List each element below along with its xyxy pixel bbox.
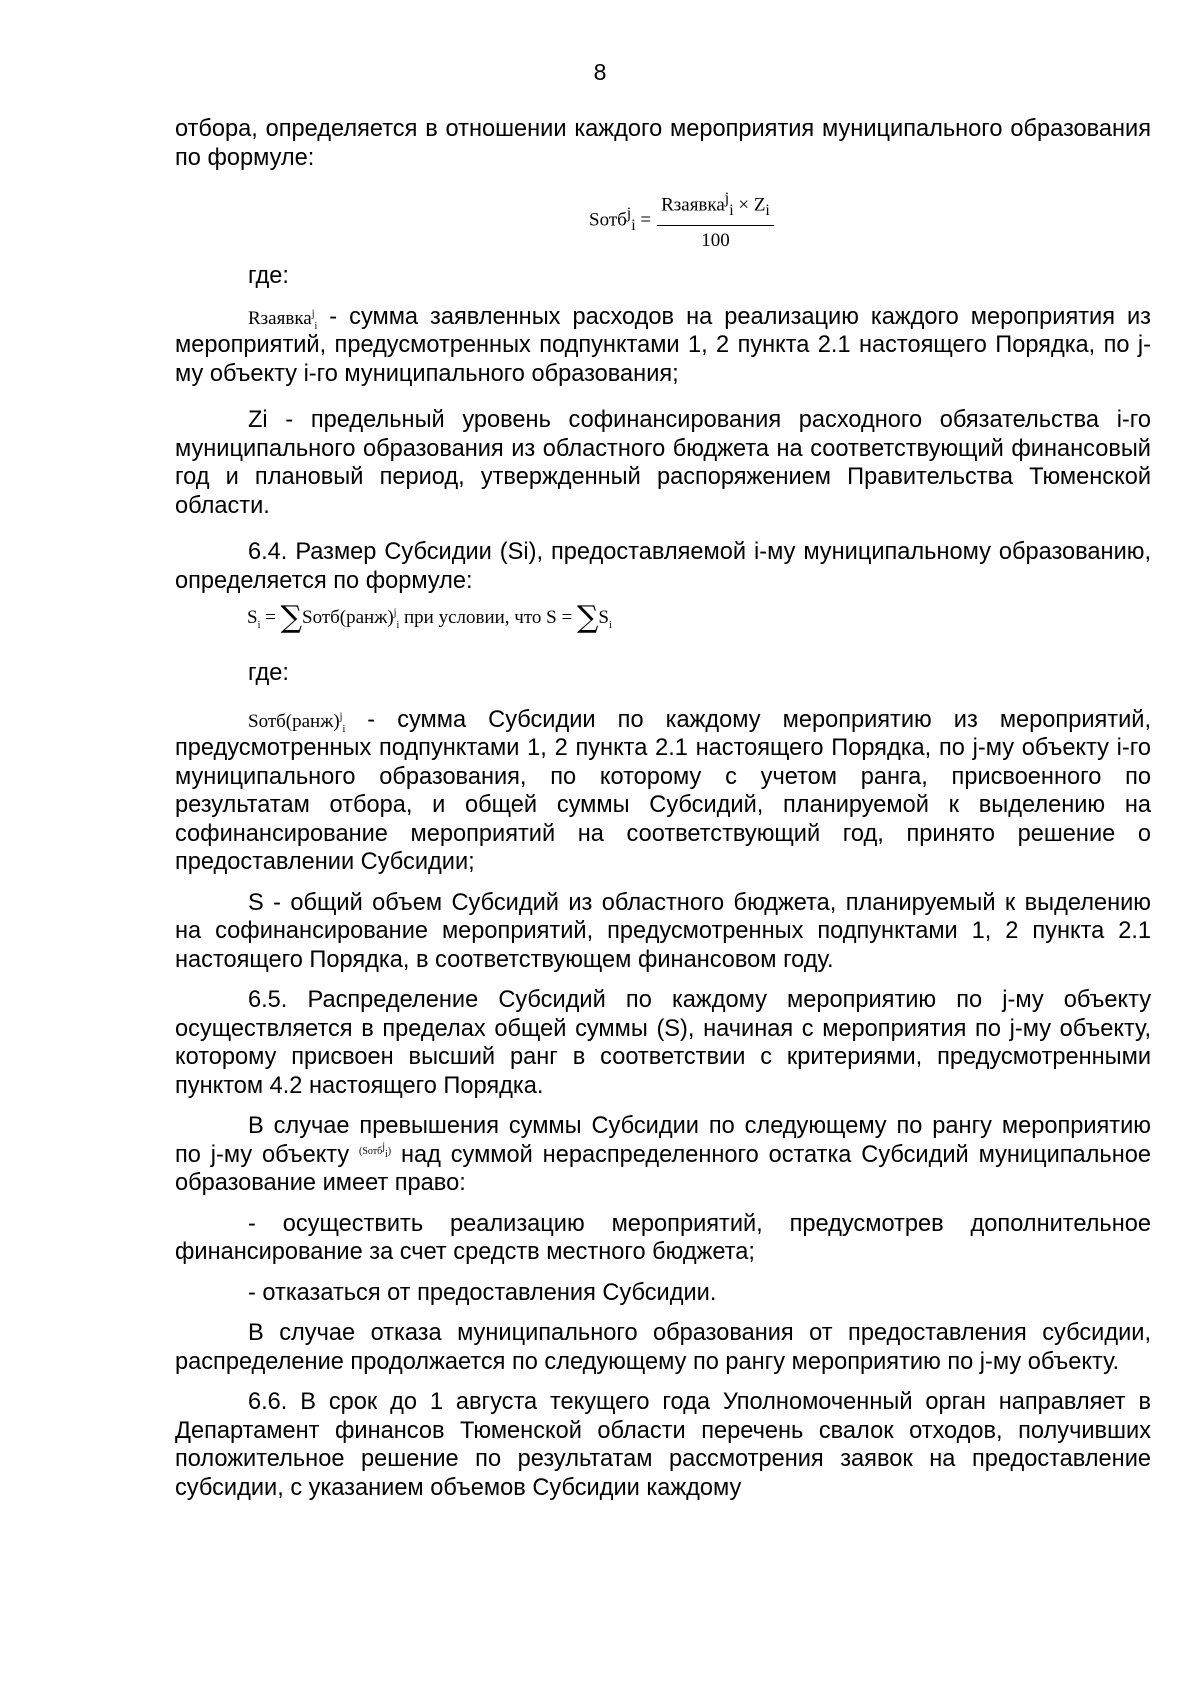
paragraph-sotb-ranzh-definition: Sотб(ранж)$^j_i$ - сумма Субсидии по каждому мероприятию из мероприятий, предусмотренных подпунктами 1, 2 пункта 2.1 настоящего Порядка, по j-му объекту i-го муниципального образования, по которому с учетом ранга, присвоенного по результатам отбора, и общей суммы Субсидий, планируемой к выделению на софинансирование мероприятий на соответствующий год, принято решение о предоставлении Субсидии;: [175, 706, 1151, 875]
paragraph-6-5: 6.5. Распределение Субсидий по каждому мероприятию по j-му объекту осуществляется в пределах общей суммы (S), начиная с мероприятия по j-му объекту, которому присвоен высший ранг в соответствии с критериями, предусмотренными пунктом 4.2 настоящего Порядка.: [175, 987, 1151, 1099]
where-label-1: где:: [248, 263, 289, 289]
paragraph-excess-case: В случае превышения суммы Субсидии по следующему по рангу мероприятию по j-му объекту $^{(Sотб^j_i)}$ над суммой нераспределенного остатка Субсидий муниципальное образование имеет право:: [175, 1113, 1151, 1196]
page-number: 8: [593, 59, 607, 85]
formula-sotb: [175, 172, 1151, 262]
inline-formula-sotb: (Sотбji): [359, 1141, 392, 1161]
paragraph-6-6: 6.6. В срок до 1 августа текущего года Уполномоченный орган направляет в Департамент финансов Тюменской области перечень свалок отходов, получивших положительное решение по результатам рассмотрения заявок на предоставление субсидии, с указанием объемов Субсидии каждому: [175, 1389, 1151, 1501]
paragraph-s-definition: S - общий объем Субсидий из областного бюджета, планируемый к выделению на софинансирование мероприятий, предусмотренных подпунктами 1, 2 пункта 2.1 настоящего Порядка, в соответствующем финансовом году.: [175, 889, 1151, 973]
paragraph-zi-definition: Zi - предельный уровень софинансирования расходного обязательства i-го муниципального образования из областного бюджета на соответствующий финансовый год и плановый период, утвержденный распоряжением Правительства Тюменской области.: [175, 407, 1151, 519]
paragraph-selection-intro: отбора, определяется в отношении каждого мероприятия муниципального образования по формуле:: [175, 116, 1151, 171]
document-body: [175, 115, 1151, 1502]
paragraph-refusal: В случае отказа муниципального образования от предоставления субсидии, распределение продолжается по следующему по рангу мероприятию по j-му объекту.: [175, 1320, 1151, 1375]
formula-sotb-fraction: [657, 188, 774, 252]
fraction-numerator: Rзаявка$^j_i$ × $Z_i$: [657, 188, 774, 226]
fraction-denominator: 100: [701, 230, 730, 252]
paragraph-6-4: 6.4. Размер Субсидии (Si), предоставляемой i-му муниципальному образованию, определяется по формуле:: [175, 539, 1151, 594]
paragraph-rzayavka-definition: Rзаявка$^j_i$ - сумма заявленных расходов на реализацию каждого мероприятия из мероприятий, предусмотренных подпунктами 1, 2 пункта 2.1 настоящего Порядка, по j-му объекту i-го муниципального образования;: [175, 303, 1151, 387]
inline-formula-sotb-ranzh: Sотб(ранж)$^j_i$: [248, 710, 346, 735]
where-label-2: где:: [248, 660, 289, 686]
paragraph-option-1: - осуществить реализацию мероприятий, предусмотрев дополнительное финансирование за счет средств местного бюджета;: [175, 1210, 1151, 1265]
paragraph-option-2: - отказаться от предоставления Субсидии.: [248, 1279, 717, 1306]
formula-si: $S_i$ = ∑Sотб(ранж)$^j_i$ при условии, что $S = \sum S_i$: [247, 600, 612, 635]
inline-formula-rzayavka: Rзаявка$^j_i$: [248, 307, 318, 332]
formula-sotb-lhs: Sотб$^j_i$ =: [589, 204, 652, 234]
